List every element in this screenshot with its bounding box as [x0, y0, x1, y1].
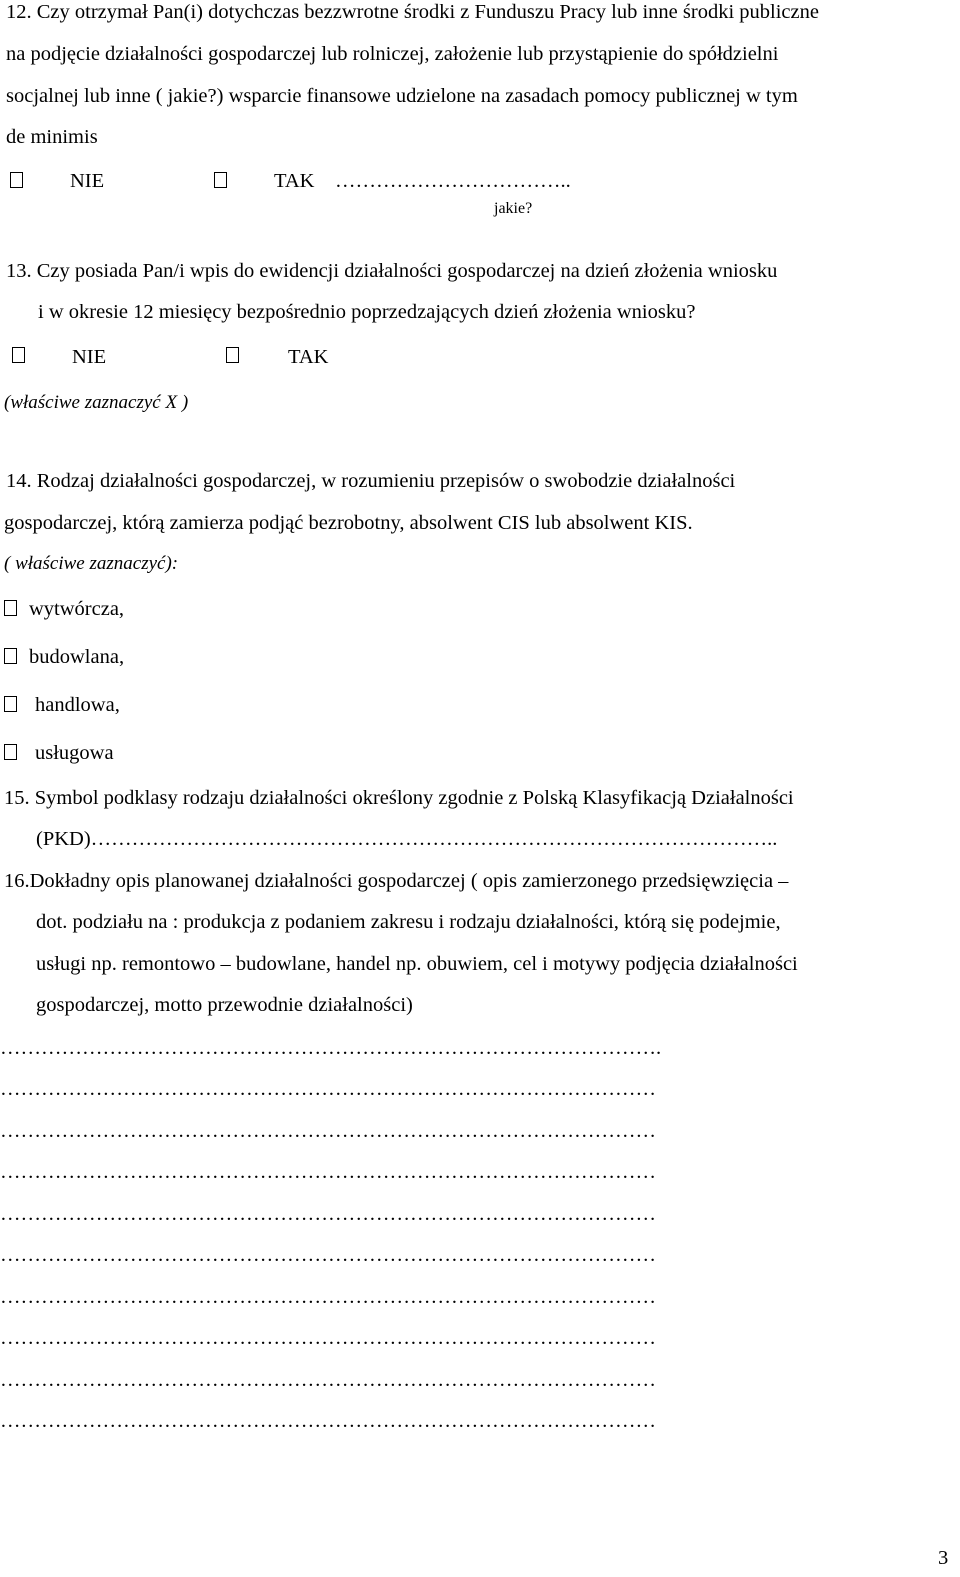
- q16-answer-line[interactable]: ……………………………………………………………………………………: [0, 1078, 656, 1100]
- q14-option-checkbox-trade[interactable]: [4, 696, 17, 712]
- q12-text-line-2: na podjęcie działalności gospodarczej lub rolniczej, założenie lub przystąpienie do spółdzielni: [6, 43, 779, 65]
- q15-text-line-1: 15. Symbol podklasy rodzaju działalności określony zgodnie z Polską Klasyfikacją Działalności: [4, 787, 794, 809]
- q16-text-line-1: 16.Dokładny opis planowanej działalności gospodarczej ( opis zamierzonego przedsięwzięcia –: [4, 870, 789, 892]
- q14-mark-note: ( właściwe zaznaczyć):: [4, 553, 179, 574]
- q13-text-line-2: i w okresie 12 miesięcy bezpośrednio poprzedzających dzień złożenia wniosku?: [38, 301, 696, 323]
- q14-text-line-2: gospodarczej, którą zamierza podjąć bezrobotny, absolwent CIS lub absolwent KIS.: [4, 512, 693, 534]
- page-number: 3: [938, 1547, 949, 1569]
- q12-text-line-1: 12. Czy otrzymał Pan(i) dotychczas bezzwrotne środki z Funduszu Pracy lub inne środki publiczne: [6, 1, 819, 23]
- q16-answer-line[interactable]: ……………………………………………………………………………………: [0, 1161, 656, 1183]
- q13-text-line-1: 13. Czy posiada Pan/i wpis do ewidencji działalności gospodarczej na dzień złożenia wniosku: [6, 260, 778, 282]
- q16-answer-line[interactable]: ……………………………………………………………………………………: [0, 1244, 656, 1266]
- q12-what-answer-field[interactable]: ……………………………..: [335, 170, 571, 192]
- q13-yes-checkbox[interactable]: [226, 347, 239, 363]
- q13-no-label: NIE: [72, 346, 107, 368]
- q12-yes-label: TAK: [274, 170, 315, 192]
- q16-answer-line[interactable]: ……………………………………………………………………………………: [0, 1369, 656, 1391]
- q15-pkd-answer-field[interactable]: (PKD)………………………………………………………………………………………..: [36, 828, 778, 850]
- q13-yes-label: TAK: [288, 346, 329, 368]
- q14-option-label-production: wytwórcza,: [29, 598, 125, 620]
- q14-option-checkbox-production[interactable]: [4, 600, 17, 616]
- q16-answer-line[interactable]: …………………………………………………………………………………….: [0, 1037, 662, 1059]
- q16-answer-line[interactable]: ……………………………………………………………………………………: [0, 1203, 656, 1225]
- q12-text-line-4: de minimis: [6, 126, 98, 148]
- q16-answer-line[interactable]: ……………………………………………………………………………………: [0, 1410, 656, 1432]
- q12-text-line-3: socjalnej lub inne ( jakie?) wsparcie finansowe udzielone na zasadach pomocy publicznej w tym: [6, 85, 798, 107]
- q12-what-caption: jakie?: [494, 200, 533, 217]
- q14-option-label-construction: budowlana,: [29, 646, 125, 668]
- q14-option-label-trade: handlowa,: [35, 694, 120, 716]
- q16-answer-line[interactable]: ……………………………………………………………………………………: [0, 1120, 656, 1142]
- q16-text-line-4: gospodarczej, motto przewodnie działalności): [36, 994, 413, 1016]
- q13-no-checkbox[interactable]: [12, 347, 25, 363]
- q13-mark-note: (właściwe zaznaczyć X ): [4, 392, 189, 413]
- q14-text-line-1: 14. Rodzaj działalności gospodarczej, w rozumieniu przepisów o swobodzie działalności: [6, 470, 736, 492]
- q16-text-line-3: usługi np. remontowo – budowlane, handel np. obuwiem, cel i motywy podjęcia działalności: [36, 953, 798, 975]
- q12-yes-checkbox[interactable]: [214, 172, 227, 188]
- q14-option-label-services: usługowa: [35, 742, 114, 764]
- q16-answer-line[interactable]: ……………………………………………………………………………………: [0, 1327, 656, 1349]
- q14-option-checkbox-services[interactable]: [4, 744, 17, 760]
- q14-option-checkbox-construction[interactable]: [4, 648, 17, 664]
- q16-text-line-2: dot. podziału na : produkcja z podaniem zakresu i rodzaju działalności, którą się podejmie,: [36, 911, 781, 933]
- q12-no-label: NIE: [70, 170, 105, 192]
- q12-no-checkbox[interactable]: [10, 172, 23, 188]
- q16-answer-line[interactable]: ……………………………………………………………………………………: [0, 1286, 656, 1308]
